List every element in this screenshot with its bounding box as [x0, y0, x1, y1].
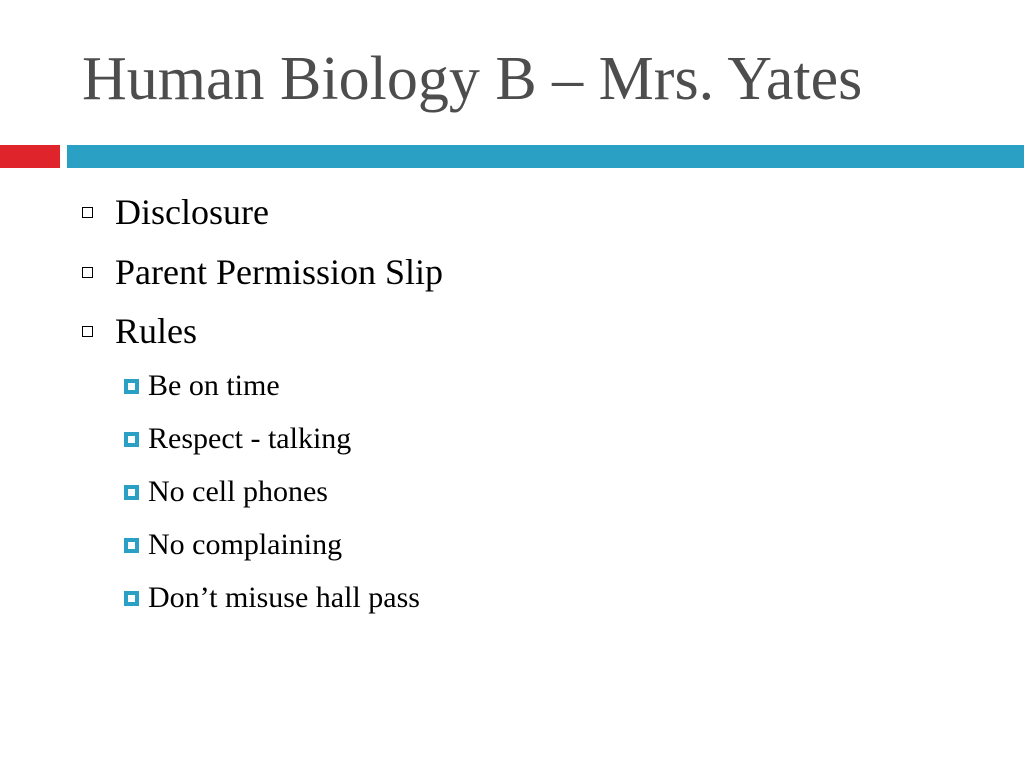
filled-square-bullet-icon	[124, 432, 139, 447]
sub-bullet-item-no-cell-phones	[124, 473, 328, 511]
filled-square-bullet-icon	[124, 538, 139, 553]
filled-square-bullet-icon	[124, 485, 139, 500]
hollow-square-bullet-icon	[82, 267, 93, 278]
bullet-label: Parent Permission Slip	[115, 252, 444, 292]
sub-bullet-item-be-on-time	[124, 367, 280, 405]
sub-bullet-label: No complaining	[148, 528, 343, 561]
hollow-square-bullet-icon	[82, 207, 93, 218]
hollow-square-bullet-icon	[82, 326, 93, 337]
sub-bullet-label: Respect - talking	[148, 422, 352, 455]
bullet-label: Disclosure	[115, 192, 269, 232]
sub-bullet-item-respect-talking	[124, 420, 351, 458]
sub-bullet-item-no-complaining	[124, 526, 342, 564]
sub-bullet-label: No cell phones	[148, 475, 328, 508]
bullet-item-rules	[82, 309, 197, 353]
sub-bullet-label: Don’t misuse hall pass	[148, 581, 420, 614]
bullet-item-disclosure	[82, 190, 269, 234]
slide-title: Human Biology B – Mrs. Yates	[82, 45, 863, 113]
bullet-item-parent-permission-slip	[82, 250, 443, 294]
bullet-label: Rules	[115, 311, 198, 351]
sub-bullet-label: Be on time	[148, 369, 280, 402]
filled-square-bullet-icon	[124, 591, 139, 606]
sub-bullet-item-hall-pass	[124, 579, 420, 617]
filled-square-bullet-icon	[124, 379, 139, 394]
